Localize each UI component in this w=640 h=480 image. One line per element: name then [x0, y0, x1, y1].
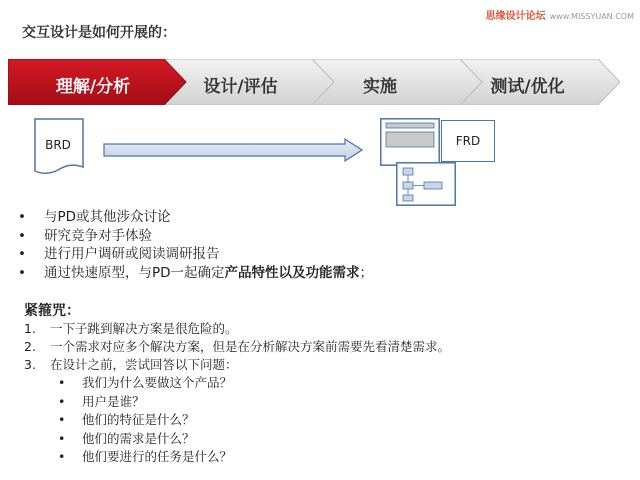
question-text: 用户是谁？: [82, 393, 145, 409]
tips-numbered-list: [24, 320, 450, 374]
watermark-url: www.MISSYUAN.COM: [549, 12, 634, 21]
bullet-bold-text: 产品特性以及功能需求: [224, 264, 360, 281]
step-implement: 实施: [363, 77, 397, 97]
list-item: • 与PD或其他涉众讨论: [18, 209, 171, 225]
tip-number: 3.: [24, 357, 36, 372]
list-item: • 研究竞争对手体验: [18, 227, 152, 244]
list-item: • 他们的特征是什么？: [58, 412, 195, 427]
watermark: [486, 7, 634, 22]
flow-arrow-icon: [103, 138, 363, 162]
list-item: • 进行用户调研或阅读调研报告: [18, 246, 220, 262]
tip-number: 1.: [24, 321, 36, 336]
tips-title: 紧箍咒：: [24, 303, 80, 319]
step-test-optimize: 测试/优化: [490, 77, 565, 97]
tip-text: 一个需求对应多个解决方案，但是在分析解决方案前需要先看清楚需求。: [50, 339, 451, 354]
list-item: [24, 320, 450, 338]
mockup-wireframe-icon: [380, 118, 440, 166]
brd-label: BRD: [45, 138, 71, 152]
page-title: 交互设计是如何开展的：: [22, 25, 176, 41]
list-item: • 他们的需求是什么？: [58, 430, 195, 446]
tip-text: 一下子跳到解决方案是很危险的。: [50, 321, 238, 336]
question-text: 他们的特征是什么？: [82, 412, 195, 427]
list-item: [24, 356, 450, 374]
list-item: [24, 338, 450, 356]
question-text: 他们的需求是什么？: [82, 430, 195, 446]
list-item: • 他们要进行的任务是什么？: [58, 449, 233, 464]
activity-bullet-list: [18, 208, 373, 282]
list-item: • 用户是谁？: [58, 393, 145, 409]
question-text: 他们要进行的任务是什么？: [82, 449, 233, 464]
watermark-cn: 思缘设计论坛: [485, 11, 546, 22]
list-item: • 通过快速原型，与PD一起确定产品特性以及功能需求；: [18, 264, 374, 281]
bullet-text: 通过快速原型，与PD一起确定: [44, 264, 225, 281]
bullet-text: 与PD或其他涉众讨论: [44, 209, 171, 225]
question-text: 我们为什么要做这个产品？: [82, 375, 233, 390]
step-understand-analyze: 理解/分析: [55, 77, 131, 97]
bullet-text: 进行用户调研或阅读调研报告: [44, 246, 220, 262]
frd-label: FRD: [455, 134, 481, 148]
step-design-evaluate: 设计/评估: [203, 77, 278, 97]
design-questions-list: [58, 374, 232, 467]
list-item: • 我们为什么要做这个产品？: [58, 375, 233, 390]
flowchart-diagram-icon: [396, 162, 456, 206]
tip-text: 在设计之前，尝试回答以下问题：: [50, 357, 238, 372]
bullet-suffix: ；: [359, 264, 374, 281]
tip-number: 2.: [24, 339, 36, 354]
bullet-text: 研究竞争对手体验: [44, 227, 152, 244]
